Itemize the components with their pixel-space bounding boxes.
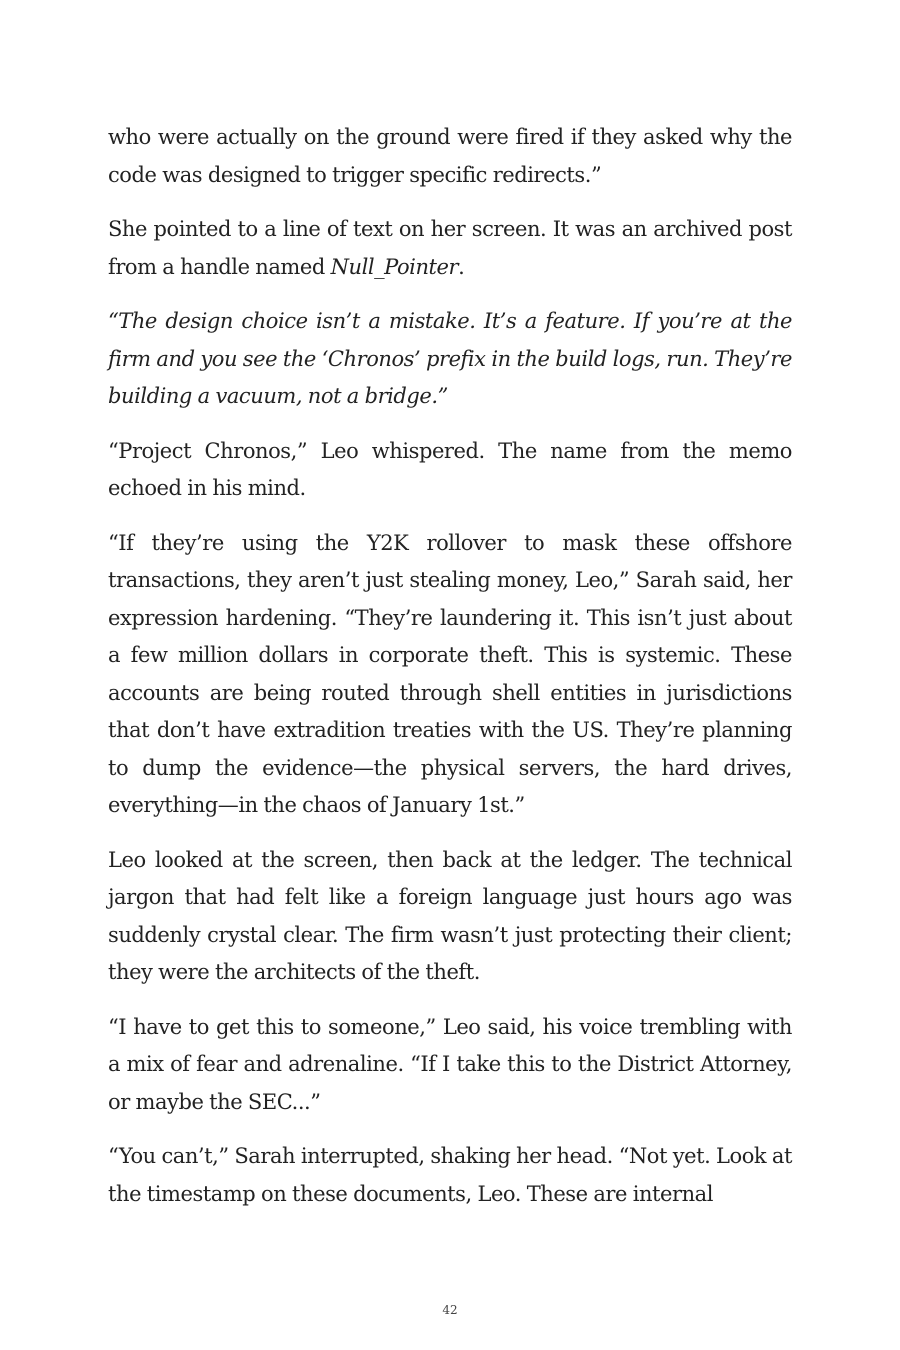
paragraph-6: Leo looked at the screen, then back at the ledger. The technical jargon that had felt like a foreign language just hours ago was suddenly crystal clear. The firm wasn’t just protecting their client; they were the architects of the theft.	[108, 847, 792, 984]
paragraph-4: “Project Chronos,” Leo whispered. The name from the memo echoed in his mind.	[108, 438, 792, 500]
paragraph-8: “You can’t,” Sarah interrupted, shaking her head. “Not yet. Look at the timestamp on these documents, Leo. These are internal	[108, 1144, 792, 1206]
paragraph-7: “I have to get this to someone,” Leo said, his voice trembling with a mix of fear and adrenaline. “If I take this to the District Attorney, or maybe the SEC...”	[108, 1014, 792, 1114]
paragraph-2-end: .	[458, 254, 465, 279]
paragraph-2-lead: She pointed to a line of text on her screen. It was an archived post from a handle named	[108, 217, 792, 279]
paragraph-1: who were actually on the ground were fired if they asked why the code was designed to trigger specific redirects.”	[108, 125, 792, 187]
page-body	[108, 119, 792, 1230]
page-number: 42	[442, 1303, 458, 1317]
paragraph-5: “If they’re using the Y2K rollover to mask these offshore transactions, they aren’t just stealing money, Leo,” Sarah said, her expression hardening. “They’re laundering it. This isn’t just about a few million dollars in corporate theft. This is systemic. These accounts are being routed through shell entities in jurisdictions that don’t have extradition treaties with the US. They’re planning to dump the evidence—the physical servers, the hard drives, everything—in the chaos of January 1st.”	[108, 530, 792, 817]
handle-name: Null_Pointer	[330, 254, 459, 279]
quoted-post: “The design choice isn’t a mistake. It’s a feature. If you’re at the firm and you see the ‘Chronos’ prefix in the build logs, run. They’re building a vacuum, not a bridge.”	[108, 309, 792, 408]
paragraph-2	[108, 211, 792, 286]
